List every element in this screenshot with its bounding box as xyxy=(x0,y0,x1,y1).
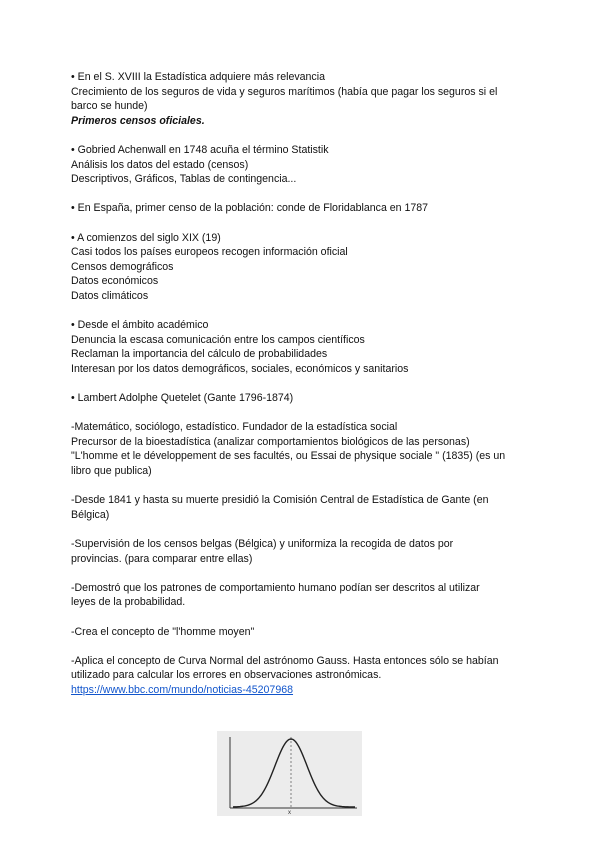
section-18-line-2: barco se hunde) xyxy=(71,100,148,113)
section-18-line-1: Crecimiento de los seguros de vida y seguros marítimos (había que pagar los seguros si el xyxy=(71,85,498,98)
bell-curve xyxy=(233,739,355,807)
quetelet-para-4: -Crea el concepto de "l'homme moyen" xyxy=(71,625,255,638)
achenwall-bullet: • Gobried Achenwall en 1748 acuña el término Statistik xyxy=(71,143,329,156)
quetelet-para-3b: leyes de la probabilidad. xyxy=(71,596,186,609)
normal-curve-figure xyxy=(217,731,362,816)
achenwall-line-2: Descriptivos, Gráficos, Tablas de contingencia... xyxy=(71,173,297,186)
academic-bullet: • Desde el ámbito académico xyxy=(71,319,209,332)
bbc-article-link[interactable]: https://www.bbc.com/mundo/noticias-45207968 xyxy=(71,683,294,696)
quetelet-line-2: Precursor de la bioestadística (analizar comportamientos biológicos de las personas) xyxy=(71,435,470,448)
spain-bullet: • En España, primer censo de la población: conde de Floridablanca en 1787 xyxy=(71,202,429,215)
academic-item: Reclaman la importancia del cálculo de probabilidades xyxy=(71,348,328,361)
quetelet-line-1: -Matemático, sociólogo, estadístico. Fundador de la estadística social xyxy=(71,421,398,434)
s19-bullet: • A comienzos del siglo XIX (19) xyxy=(71,231,221,244)
document-body xyxy=(71,70,541,698)
quetelet-para-5a: -Aplica el concepto de Curva Normal del astrónomo Gauss. Hasta entonces sólo se habían xyxy=(71,654,499,667)
quetelet-bullet: • Lambert Adolphe Quetelet (Gante 1796-1874) xyxy=(71,392,294,405)
quetelet-para-1a: -Desde 1841 y hasta su muerte presidió la Comisión Central de Estadística de Gante (en xyxy=(71,494,489,507)
achenwall-line-1: Análisis los datos del estado (censos) xyxy=(71,158,249,171)
academic-item: Interesan por los datos demográficos, sociales, económicos y sanitarios xyxy=(71,362,409,375)
s19-item: Casi todos los países europeos recogen información oficial xyxy=(71,246,348,259)
s19-item: Censos demográficos xyxy=(71,260,174,273)
normal-curve-diagram xyxy=(217,731,362,816)
section-18-bullet: • En el S. XVIII la Estadística adquiere más relevancia xyxy=(71,71,325,83)
x-axis-label: x xyxy=(288,810,291,816)
academic-item: Denuncia la escasa comunicación entre los campos científicos xyxy=(71,333,365,346)
quetelet-para-3a: -Demostró que los patrones de comportamiento humano podían ser descritos al utilizar xyxy=(71,581,480,594)
quetelet-para-5b: utilizado para calcular los errores en observaciones astronómicas. xyxy=(71,669,382,682)
s19-item: Datos económicos xyxy=(71,275,159,288)
censos-heading: Primeros censos oficiales. xyxy=(71,114,205,127)
quetelet-line-3: "L'homme et le développement de ses facultés, ou Essai de physique sociale " (1835) (es un xyxy=(71,450,506,463)
s19-item: Datos climáticos xyxy=(71,289,149,302)
quetelet-para-2b: provincias. (para comparar entre ellas) xyxy=(71,552,253,565)
quetelet-line-4: libro que publica) xyxy=(71,465,152,478)
quetelet-para-1b: Bélgica) xyxy=(71,508,110,521)
quetelet-para-2a: -Supervisión de los censos belgas (Bélgica) y uniformiza la recogida de datos por xyxy=(71,538,454,550)
